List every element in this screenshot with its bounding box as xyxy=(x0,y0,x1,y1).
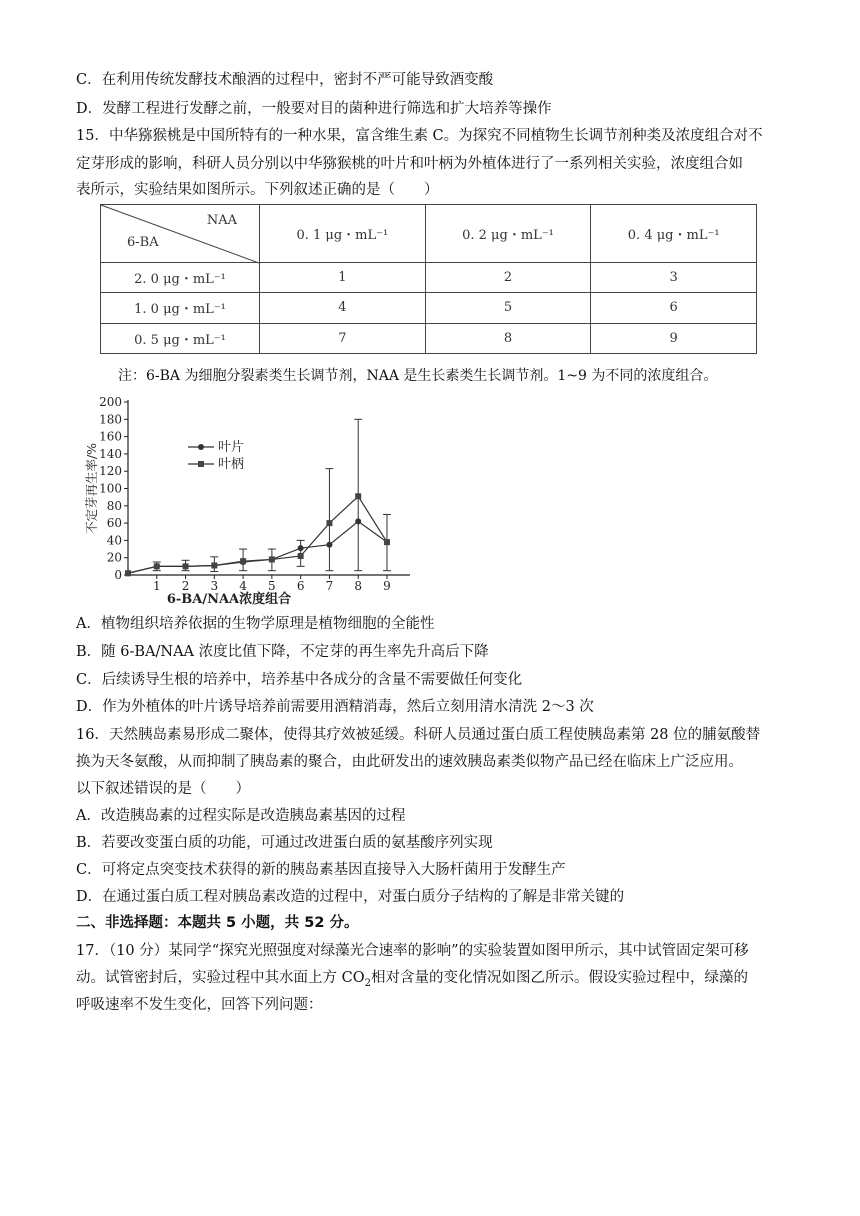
x-tick-label: 2 xyxy=(181,579,190,593)
y-tick-label: 60 xyxy=(106,516,122,531)
col-header: 0. 4 μg・mL⁻¹ xyxy=(591,205,757,263)
option-15b: B．随 6-BA/NAA 浓度比值下降，不定芽的再生率先升高后下降 xyxy=(76,644,489,660)
table-row xyxy=(101,323,757,353)
header-6ba: 6-BA xyxy=(127,235,159,250)
table-row xyxy=(101,293,757,323)
y-tick-label: 100 xyxy=(99,481,122,496)
option-16c: C．可将定点突变技术获得的新的胰岛素基因直接导入大肠杆菌用于发酵生产 xyxy=(76,862,566,878)
x-tick-label: 7 xyxy=(325,579,334,593)
x-tick-label: 5 xyxy=(268,579,276,593)
y-tick-label: 20 xyxy=(106,550,122,565)
data-point-circle xyxy=(355,518,361,524)
table-corner-cell xyxy=(101,205,260,263)
data-point-square xyxy=(154,563,160,569)
data-point-square xyxy=(125,570,131,576)
header-naa: NAA xyxy=(206,213,237,228)
table-cell: 3 xyxy=(591,263,757,293)
option-16b: B．若要改变蛋白质的功能，可通过改进蛋白质的氨基酸序列实现 xyxy=(76,835,493,851)
series-line xyxy=(128,496,387,573)
option-15c: C．后续诱导生根的培养中，培养基中各成分的含量不需要做任何变化 xyxy=(76,672,523,688)
legend-label: 叶柄 xyxy=(218,457,245,472)
question-17-line-2a: 动。试管密封后，实验过程中其水面上方 CO xyxy=(76,970,365,986)
question-17-line-1: 17．（10 分）某同学“探究光照强度对绿藻光合速率的影响”的实验装置如图甲所示，其中试管固定架可移 xyxy=(76,943,749,959)
table-cell: 8 xyxy=(425,323,591,353)
x-tick-label: 4 xyxy=(239,579,247,593)
co2-subscript: 2 xyxy=(364,977,371,989)
x-axis-label: 6-BA/NAA浓度组合 xyxy=(166,592,292,607)
data-point-square xyxy=(240,558,246,564)
y-tick-label: 80 xyxy=(106,498,122,513)
question-17-line-2 xyxy=(76,968,748,994)
option-15d: D．作为外植体的叶片诱导培养前需要用酒精消毒，然后立刻用清水清洗 2～3 次 xyxy=(76,699,594,715)
legend-marker-circle xyxy=(198,444,204,450)
y-tick-label: 0 xyxy=(114,568,122,582)
question-15-line-1: 15．中华猕猴桃是中国所特有的一种水果，富含维生素 C。为探究不同植物生长调节剂种类及浓度组合对不 xyxy=(76,128,763,144)
option-15a: A．植物组织培养依据的生物学原理是植物细胞的全能性 xyxy=(76,616,435,632)
table-note: 注：6-BA 为细胞分裂素类生长调节剂，NAA 是生长素类生长调节剂。1~9 为不同的浓度组合。 xyxy=(118,368,718,384)
table-cell: 4 xyxy=(260,293,426,323)
y-tick-label: 40 xyxy=(106,533,122,548)
x-tick-label: 6 xyxy=(296,579,305,593)
table-cell: 5 xyxy=(425,293,591,323)
data-point-square xyxy=(269,556,275,562)
question-16-line-2: 换为天冬氨酸，从而抑制了胰岛素的聚合，由此研发出的速效胰岛素类似物产品已经在临床上广泛应用。 xyxy=(76,754,743,770)
option-14c: C．在利用传统发酵技术酿酒的过程中，密封不严可能导致酒变酸 xyxy=(76,72,494,88)
concentration-table xyxy=(100,204,757,354)
y-axis-label: 不定芽再生率/% xyxy=(84,442,99,535)
data-point-square xyxy=(326,520,332,526)
data-point-circle xyxy=(326,542,332,548)
row-header: 0. 5 μg・mL⁻¹ xyxy=(101,323,260,353)
option-16a: A．改造胰岛素的过程实际是改造胰岛素基因的过程 xyxy=(76,808,406,824)
row-header: 1. 0 μg・mL⁻¹ xyxy=(101,293,260,323)
option-16d: D．在通过蛋白质工程对胰岛素改造的过程中，对蛋白质分子结构的了解是非常关键的 xyxy=(76,889,625,905)
x-tick-label: 9 xyxy=(383,579,391,593)
legend-marker-square xyxy=(198,461,204,467)
table-cell: 2 xyxy=(425,263,591,293)
y-tick-label: 120 xyxy=(99,464,122,479)
x-tick-label: 1 xyxy=(152,579,161,593)
question-16-line-1: 16．天然胰岛素易形成二聚体，使得其疗效被延缓。科研人员通过蛋白质工程使胰岛素第 28 位的脯氨酸替 xyxy=(76,727,761,743)
table-cell: 1 xyxy=(260,263,426,293)
question-16-line-3: 以下叙述错误的是（ ） xyxy=(76,781,250,797)
table-cell: 7 xyxy=(260,323,426,353)
data-point-square xyxy=(298,553,304,559)
table-cell: 9 xyxy=(591,323,757,353)
data-point-square xyxy=(355,493,361,499)
series-line xyxy=(128,521,387,573)
data-point-circle xyxy=(298,545,304,551)
x-tick-label: 3 xyxy=(210,579,219,593)
question-15-line-3: 表所示，实验结果如图所示。下列叙述正确的是（ ） xyxy=(76,182,439,198)
data-point-square xyxy=(211,562,217,568)
y-tick-label: 160 xyxy=(99,429,122,444)
section-2-heading: 二、非选择题：本题共 5 小题，共 52 分。 xyxy=(76,915,359,931)
y-tick-label: 180 xyxy=(99,412,122,427)
question-15-line-2: 定芽形成的影响，科研人员分别以中华猕猴桃的叶片和叶柄为外植体进行了一系列相关实验，浓度组合如 xyxy=(76,156,743,172)
y-tick-label: 140 xyxy=(99,446,122,461)
question-17-line-2b: 相对含量的变化情况如图乙所示。假设实验过程中，绿藻的 xyxy=(370,970,748,986)
legend-label: 叶片 xyxy=(218,440,245,455)
y-tick-label: 200 xyxy=(99,395,122,409)
row-header: 2. 0 μg・mL⁻¹ xyxy=(101,263,260,293)
col-header: 0. 2 μg・mL⁻¹ xyxy=(425,205,591,263)
col-header: 0. 1 μg・mL⁻¹ xyxy=(260,205,426,263)
data-point-square xyxy=(384,539,390,545)
table-cell: 6 xyxy=(591,293,757,323)
table-row xyxy=(101,263,757,293)
x-tick-label: 8 xyxy=(354,579,363,593)
question-17-line-3: 呼吸速率不发生变化，回答下列问题： xyxy=(76,997,323,1013)
option-14d: D．发酵工程进行发酵之前，一般要对目的菌种进行筛选和扩大培养等操作 xyxy=(76,101,552,117)
data-point-square xyxy=(183,563,189,569)
regeneration-chart xyxy=(84,392,428,612)
